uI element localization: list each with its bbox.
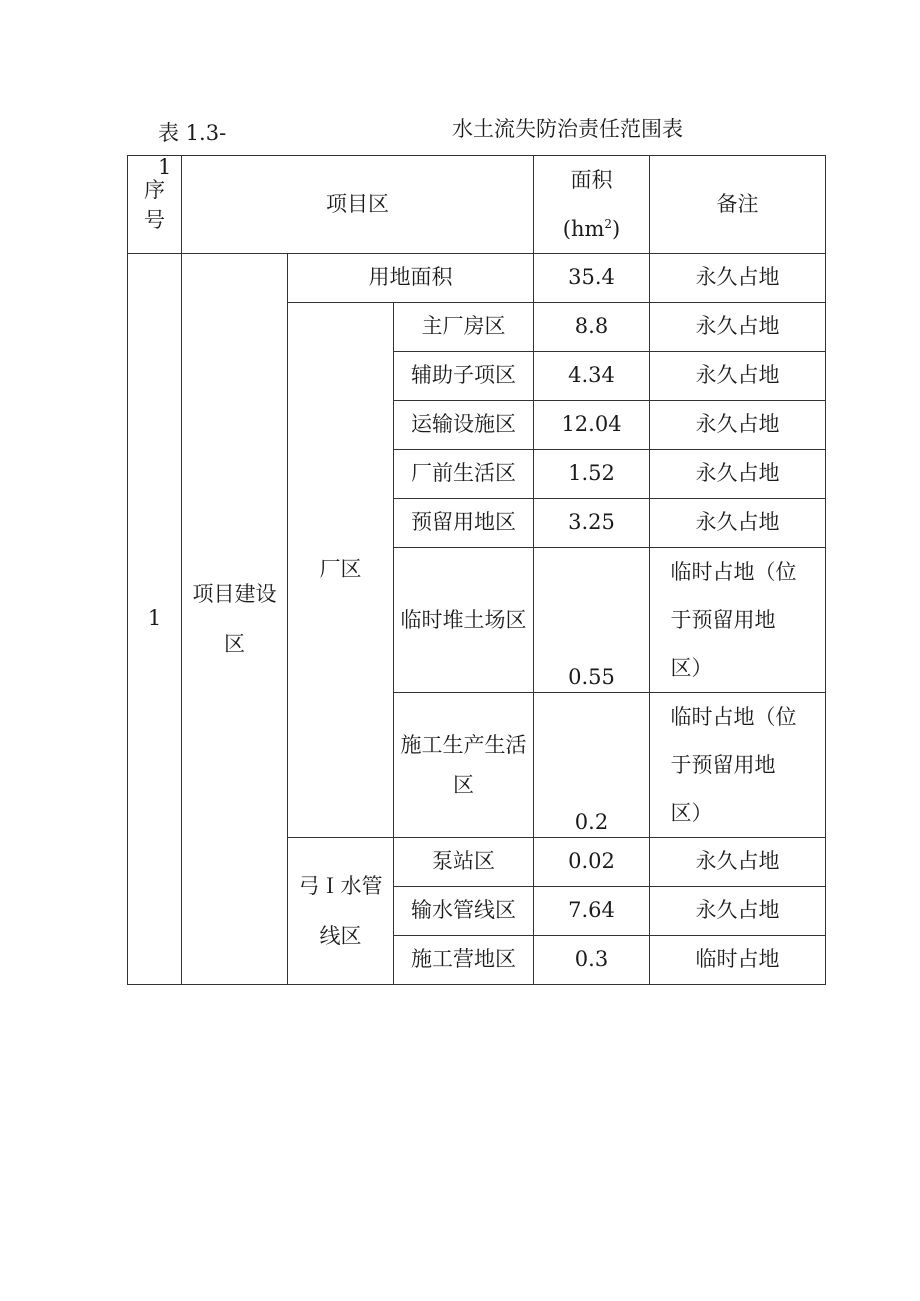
sub-zone-note: 临时占地（位于预留用地区） bbox=[650, 548, 826, 693]
sub-zone-area: 4.34 bbox=[534, 352, 650, 401]
sub-zone-name: 辅助子项区 bbox=[394, 352, 534, 401]
header-row bbox=[128, 156, 826, 254]
sub-zone-name: 施工生产生活区 bbox=[394, 693, 534, 838]
sub-zone-note: 临时占地（位于预留用地区） bbox=[650, 693, 826, 838]
sub-zone-note: 永久占地 bbox=[650, 352, 826, 401]
group-seq: 1 bbox=[128, 254, 182, 985]
sub-zone-name: 泵站区 bbox=[394, 838, 534, 887]
sub-zone-name: 临时堆土场区 bbox=[394, 548, 534, 693]
table-title: 水土流失防治责任范围表 bbox=[452, 117, 683, 141]
land-use-note: 永久占地 bbox=[650, 254, 826, 303]
sub-zone-area: 3.25 bbox=[534, 499, 650, 548]
sub-zone-area: 1.52 bbox=[534, 450, 650, 499]
sub-zone-area: 0.3 bbox=[534, 936, 650, 985]
sub-zone-name: 运输设施区 bbox=[394, 401, 534, 450]
sub-zone-area: 0.02 bbox=[534, 838, 650, 887]
responsibility-table bbox=[127, 155, 826, 985]
header-project-area: 项目区 bbox=[182, 156, 534, 254]
header-note: 备注 bbox=[650, 156, 826, 254]
sub-zone-note: 永久占地 bbox=[650, 401, 826, 450]
sub-zone-area: 12.04 bbox=[534, 401, 650, 450]
land-use-area: 35.4 bbox=[534, 254, 650, 303]
land-use-name: 用地面积 bbox=[288, 254, 534, 303]
sub-zone-area: 8.8 bbox=[534, 303, 650, 352]
sub-zone-name: 预留用地区 bbox=[394, 499, 534, 548]
sub-zone-note: 永久占地 bbox=[650, 838, 826, 887]
sub-zone-area: 0.2 bbox=[534, 693, 650, 838]
sub-zone-name: 输水管线区 bbox=[394, 887, 534, 936]
sub-zone-note: 永久占地 bbox=[650, 303, 826, 352]
sub-zone-note: 永久占地 bbox=[650, 499, 826, 548]
plant-zone-name: 厂区 bbox=[288, 303, 394, 838]
sub-zone-note: 永久占地 bbox=[650, 450, 826, 499]
sub-zone-name: 施工营地区 bbox=[394, 936, 534, 985]
table-row bbox=[128, 254, 826, 303]
sub-zone-note: 永久占地 bbox=[650, 887, 826, 936]
sub-zone-area: 0.55 bbox=[534, 548, 650, 693]
sub-zone-note: 临时占地 bbox=[650, 936, 826, 985]
header-seq: 序号 bbox=[128, 156, 182, 254]
group-name: 项目建设区 bbox=[182, 254, 288, 985]
sub-zone-name: 厂前生活区 bbox=[394, 450, 534, 499]
header-area: 面积 $(hm^2)$ bbox=[534, 156, 650, 254]
sub-zone-name: 主厂房区 bbox=[394, 303, 534, 352]
pipeline-zone-name: 弓Ｉ水管线区 bbox=[288, 838, 394, 985]
sub-zone-area: 7.64 bbox=[534, 887, 650, 936]
table-number: 表 1.3-1 bbox=[158, 121, 227, 179]
